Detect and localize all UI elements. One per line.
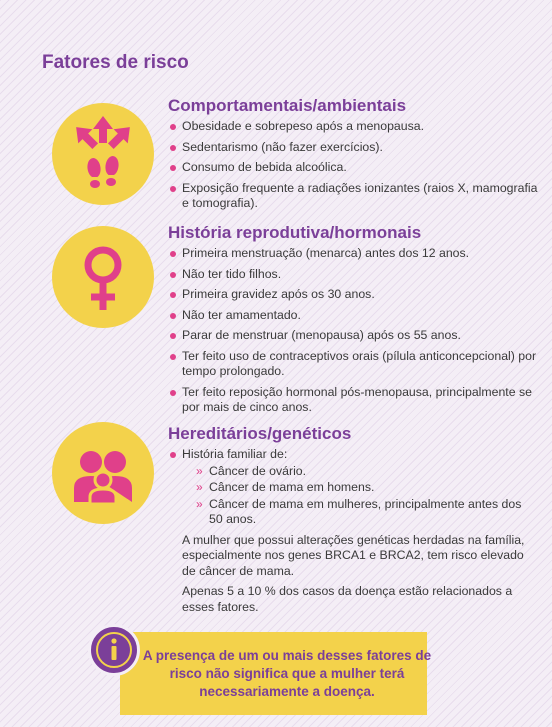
info-badge xyxy=(88,624,140,676)
list-item: Não ter tido filhos. xyxy=(168,267,538,283)
list-item: Ter feito uso de contraceptivos orais (pílula anticoncepcional) por tempo prolongado. xyxy=(168,349,538,380)
list-item: Obesidade e sobrepeso após a menopausa. xyxy=(168,119,538,135)
list-item: Consumo de bebida alcoólica. xyxy=(168,160,538,176)
family-icon xyxy=(52,422,154,524)
reproductive-list xyxy=(168,246,538,416)
list-item xyxy=(168,447,538,528)
info-icon xyxy=(91,627,137,673)
behavioral-list xyxy=(168,119,538,212)
section-title: Comportamentais/ambientais xyxy=(168,96,407,115)
section-title: Hereditários/genéticos xyxy=(168,424,352,443)
list-item: Sedentarismo (não fazer exercícios). xyxy=(168,140,538,156)
list-item: Primeira menstruação (menarca) antes dos 12 anos. xyxy=(168,246,538,262)
arrows-footprints-icon xyxy=(52,103,154,205)
list-item: Exposição frequente a radiações ionizantes (raios X, mamografia e tomografia). xyxy=(168,181,538,212)
reproductive-section xyxy=(168,223,538,421)
section-title: História reprodutiva/hormonais xyxy=(168,223,422,242)
sub-list-item: » Câncer de mama em mulheres, principalmente antes dos 50 anos. xyxy=(196,497,538,528)
list-item: Ter feito reposição hormonal pós-menopausa, principalmente se por mais de cinco anos. xyxy=(168,385,538,416)
hereditary-icon-circle xyxy=(52,422,154,524)
female-symbol-icon xyxy=(52,226,154,328)
reproductive-icon-circle xyxy=(52,226,154,328)
notice-text: A presença de um ou mais desses fatores de risco não significa que a mulher terá necessariamente a doença. xyxy=(142,648,432,699)
behavioral-section xyxy=(168,96,538,217)
list-item-label: História familiar de: xyxy=(182,447,288,461)
paragraph: A mulher que possui alterações genéticas herdadas na família, especialmente nos genes BRCA1 e BRCA2, tem risco elevado de câncer de mama. xyxy=(182,532,525,578)
sub-list-item: » Câncer de ovário. xyxy=(196,464,538,480)
behavior-icon-circle xyxy=(52,103,154,205)
notice-box xyxy=(120,632,432,715)
list-item: Não ter amamentado. xyxy=(168,308,538,324)
hereditary-list xyxy=(168,447,538,528)
hereditary-section xyxy=(168,424,538,615)
paragraph: Apenas 5 a 10 % dos casos da doença estão relacionados a esses fatores. xyxy=(182,584,513,614)
sub-list xyxy=(182,464,538,528)
list-item: Parar de menstruar (menopausa) após os 55 anos. xyxy=(168,328,538,344)
sub-list-item: » Câncer de mama em homens. xyxy=(196,480,538,496)
list-item: Primeira gravidez após os 30 anos. xyxy=(168,287,538,303)
page-title: Fatores de risco xyxy=(42,52,189,73)
